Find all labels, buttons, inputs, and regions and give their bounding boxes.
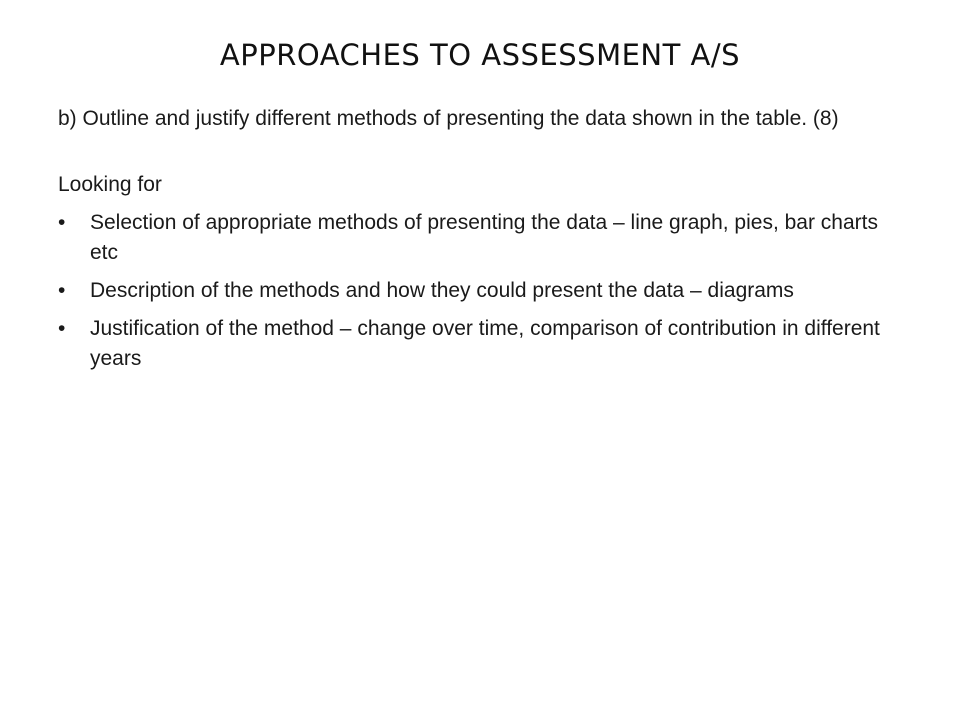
criteria-list (58, 208, 908, 374)
criteria-item-text: Description of the methods and how they could present the data – diagrams (90, 279, 794, 302)
slide-body (58, 104, 908, 382)
criteria-item-text: Justification of the method – change over time, comparison of contribution in different years (90, 317, 880, 370)
question-text: b) Outline and justify different methods of presenting the data shown in the table. (8) (58, 107, 839, 130)
criteria-item (58, 208, 908, 268)
slide-title: APPROACHES TO ASSESSMENT A/S (219, 38, 741, 72)
criteria-item-text: Selection of appropriate methods of presenting the data – line graph, pies, bar charts etc (90, 211, 878, 264)
bullet-icon: • (58, 211, 66, 234)
looking-for-heading: Looking for (58, 173, 162, 196)
bullet-icon: • (58, 279, 66, 302)
criteria-item (58, 276, 908, 306)
criteria-item (58, 314, 908, 374)
bullet-icon: • (58, 317, 66, 340)
